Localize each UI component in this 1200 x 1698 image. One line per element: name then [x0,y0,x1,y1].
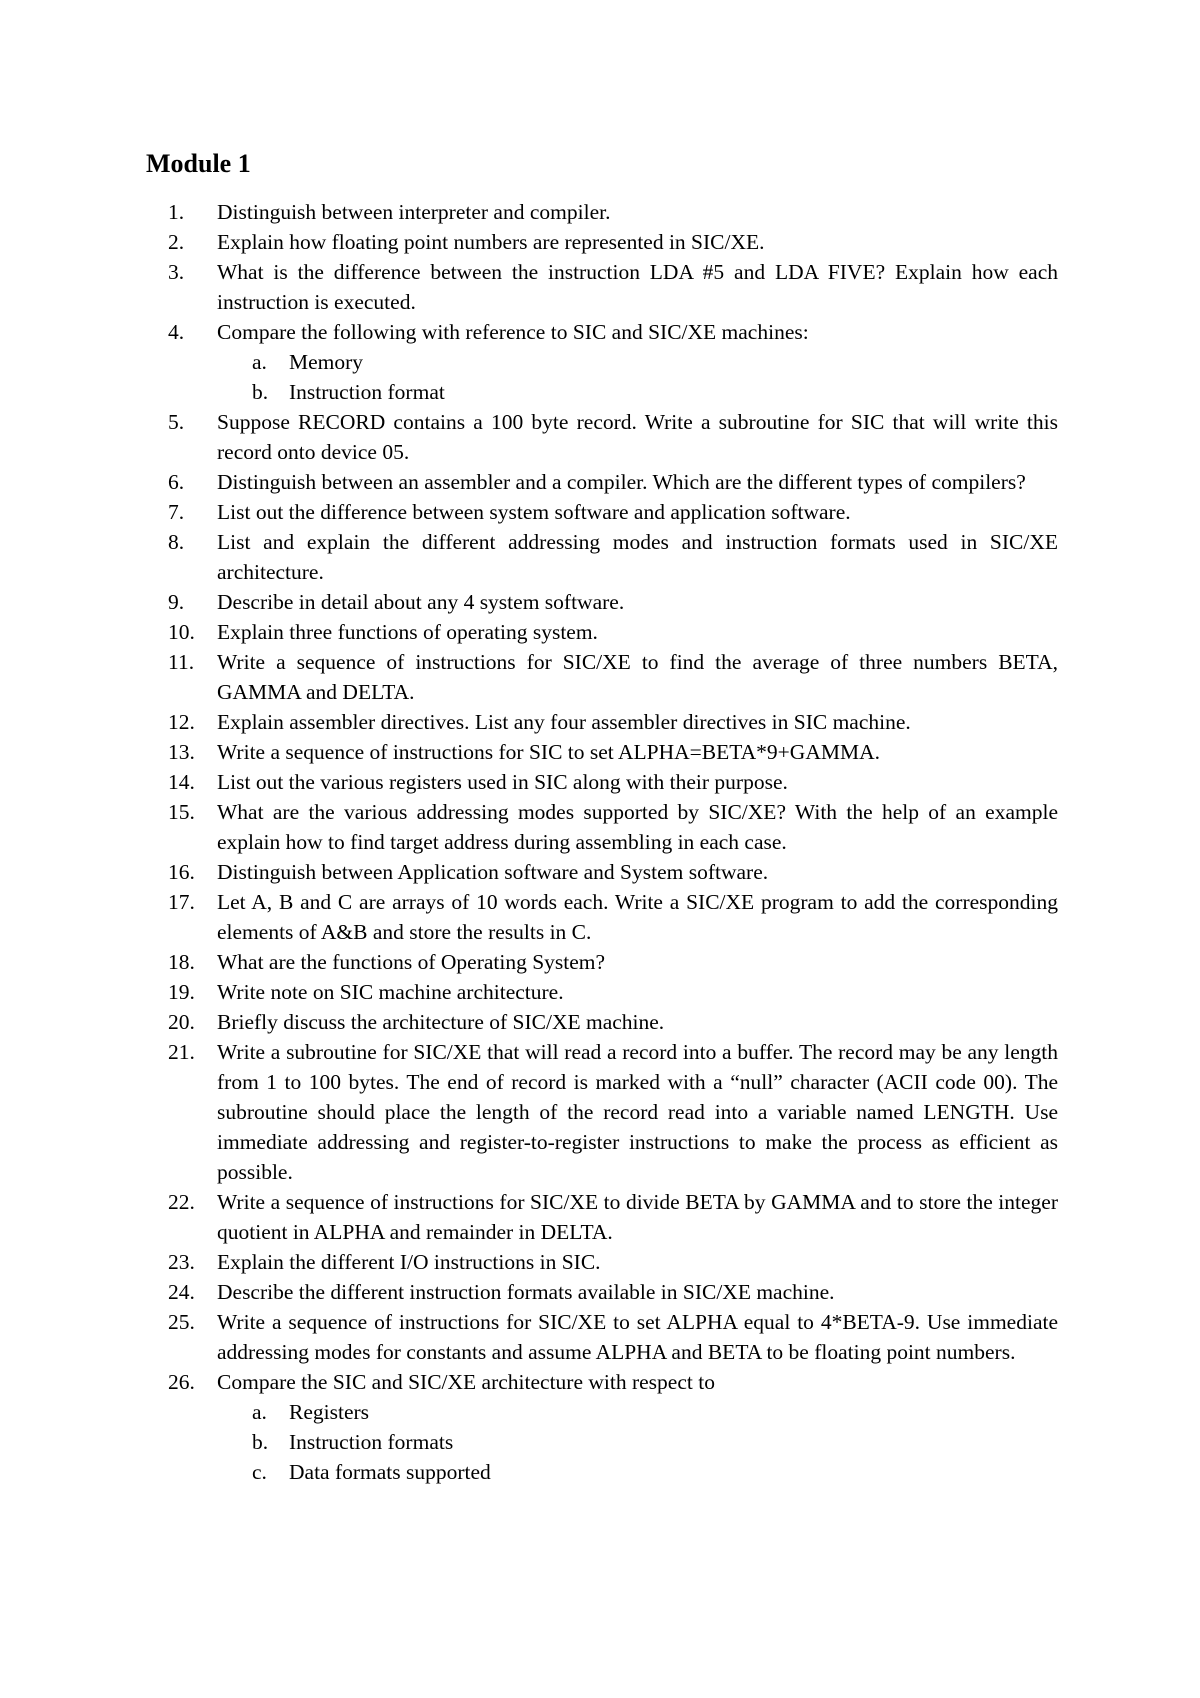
question-number: 5. [168,410,185,434]
question-body [217,767,1058,797]
question-number: 1. [168,200,185,224]
sub-question-item [217,347,1058,377]
question-body [217,587,1058,617]
question-text: Write a subroutine for SIC/XE that will read a record into a buffer. The record may be any length from 1 to 100 bytes. The end of record is marked with a “null” character (ACII code 00). The subroutine should place the length of the record read into a variable named LENGTH. Use immediate addressing and register-to-register instructions to make the process as efficient as possible. [217,1040,1058,1184]
question-item [168,1367,1058,1487]
question-item [168,857,1058,887]
question-text: Let A, B and C are arrays of 10 words each. Write a SIC/XE program to add the corresponding elements of A&B and store the results in C. [217,890,1058,944]
question-text: Distinguish between an assembler and a compiler. Which are the different types of compilers? [217,470,1026,494]
sub-question-item [217,1427,1058,1457]
sub-question-label: c. [252,1460,267,1484]
question-number: 9. [168,590,185,614]
question-item [168,737,1058,767]
sub-question-item [217,377,1058,407]
question-body [217,257,1058,317]
question-item [168,317,1058,407]
question-number: 12. [168,710,195,734]
question-item [168,407,1058,467]
question-number: 22. [168,1190,195,1214]
question-body [217,197,1058,227]
question-body [217,737,1058,767]
question-number: 17. [168,890,195,914]
question-text: Write a sequence of instructions for SIC/XE to set ALPHA equal to 4*BETA-9. Use immediate addressing modes for constants and assume ALPHA and BETA to be floating point numbers. [217,1310,1058,1364]
question-body [217,1277,1058,1307]
question-item [168,227,1058,257]
question-number: 15. [168,800,195,824]
question-item [168,257,1058,317]
sub-question-text: Registers [289,1400,370,1424]
question-text: What is the difference between the instruction LDA #5 and LDA FIVE? Explain how each instruction is executed. [217,260,1058,314]
question-number: 13. [168,740,195,764]
question-text: Distinguish between interpreter and compiler. [217,200,611,224]
question-number: 6. [168,470,185,494]
question-number: 16. [168,860,195,884]
question-text: What are the functions of Operating System? [217,950,606,974]
question-text: What are the various addressing modes supported by SIC/XE? With the help of an example explain how to find target address during assembling in each case. [217,800,1058,854]
question-number: 4. [168,320,185,344]
question-number: 7. [168,500,185,524]
sub-question-label: b. [252,1430,269,1454]
question-item [168,497,1058,527]
question-number: 3. [168,260,185,284]
question-body [217,797,1058,857]
question-text: Compare the following with reference to SIC and SIC/XE machines: [217,320,809,344]
question-text: Describe the different instruction formats available in SIC/XE machine. [217,1280,835,1304]
question-number: 8. [168,530,185,554]
question-item [168,527,1058,587]
question-text: Write note on SIC machine architecture. [217,980,564,1004]
question-body [217,1007,1058,1037]
question-text: Suppose RECORD contains a 100 byte record. Write a subroutine for SIC that will write this record onto device 05. [217,410,1058,464]
question-text: Explain assembler directives. List any four assembler directives in SIC machine. [217,710,911,734]
question-number: 26. [168,1370,195,1394]
question-body [217,857,1058,887]
question-body [217,527,1058,587]
question-text: List out the difference between system software and application software. [217,500,851,524]
question-body [217,467,1058,497]
question-body [217,947,1058,977]
question-body [217,227,1058,257]
question-body [217,617,1058,647]
question-number: 24. [168,1280,195,1304]
question-item [168,1277,1058,1307]
question-body [217,1307,1058,1367]
question-item [168,767,1058,797]
question-item [168,197,1058,227]
sub-question-item [217,1457,1058,1487]
question-text: Briefly discuss the architecture of SIC/XE machine. [217,1010,665,1034]
question-item [168,1307,1058,1367]
question-number: 18. [168,950,195,974]
question-body [217,1247,1058,1277]
question-body [217,977,1058,1007]
question-number: 23. [168,1250,195,1274]
question-number: 10. [168,620,195,644]
question-body [217,707,1058,737]
question-item [168,647,1058,707]
question-number: 11. [168,650,195,674]
sub-question-label: a. [252,350,267,374]
sub-question-item [217,1397,1058,1427]
question-item [168,707,1058,737]
question-text: Write a sequence of instructions for SIC/XE to find the average of three numbers BETA, GAMMA and DELTA. [217,650,1058,704]
question-item [168,1007,1058,1037]
sub-question-text: Instruction formats [289,1430,454,1454]
question-body [217,1187,1058,1247]
question-number: 14. [168,770,195,794]
sub-question-label: b. [252,380,269,404]
question-body [217,1037,1058,1187]
sub-question-text: Instruction format [289,380,445,404]
question-number: 21. [168,1040,195,1064]
question-item [168,617,1058,647]
question-item [168,797,1058,857]
question-item [168,887,1058,947]
question-item [168,587,1058,617]
question-text: List and explain the different addressing modes and instruction formats used in SIC/XE architecture. [217,530,1058,584]
question-body [217,497,1058,527]
question-text: Explain three functions of operating system. [217,620,598,644]
question-item [168,947,1058,977]
question-body [217,887,1058,947]
question-item [168,977,1058,1007]
question-text: Explain the different I/O instructions in SIC. [217,1250,601,1274]
question-text: Compare the SIC and SIC/XE architecture with respect to [217,1370,715,1394]
question-body [217,317,1058,407]
question-text: Describe in detail about any 4 system software. [217,590,625,614]
question-text: Write a sequence of instructions for SIC to set ALPHA=BETA*9+GAMMA. [217,740,880,764]
page-title: Module 1 [146,149,251,178]
sub-question-text: Memory [289,350,364,374]
question-text: List out the various registers used in SIC along with their purpose. [217,770,788,794]
question-list [168,197,1058,1487]
sub-question-list [217,1397,1058,1487]
question-item [168,1037,1058,1187]
question-number: 19. [168,980,195,1004]
question-body [217,407,1058,467]
question-body [217,647,1058,707]
sub-question-list [217,347,1058,407]
question-item [168,1187,1058,1247]
sub-question-text: Data formats supported [289,1460,491,1484]
sub-question-label: a. [252,1400,267,1424]
question-text: Write a sequence of instructions for SIC/XE to divide BETA by GAMMA and to store the integer quotient in ALPHA and remainder in DELTA. [217,1190,1058,1244]
question-number: 20. [168,1010,195,1034]
question-text: Explain how floating point numbers are represented in SIC/XE. [217,230,765,254]
question-text: Distinguish between Application software and System software. [217,860,769,884]
question-item [168,1247,1058,1277]
question-number: 2. [168,230,185,254]
question-number: 25. [168,1310,195,1334]
question-item [168,467,1058,497]
question-body [217,1367,1058,1487]
